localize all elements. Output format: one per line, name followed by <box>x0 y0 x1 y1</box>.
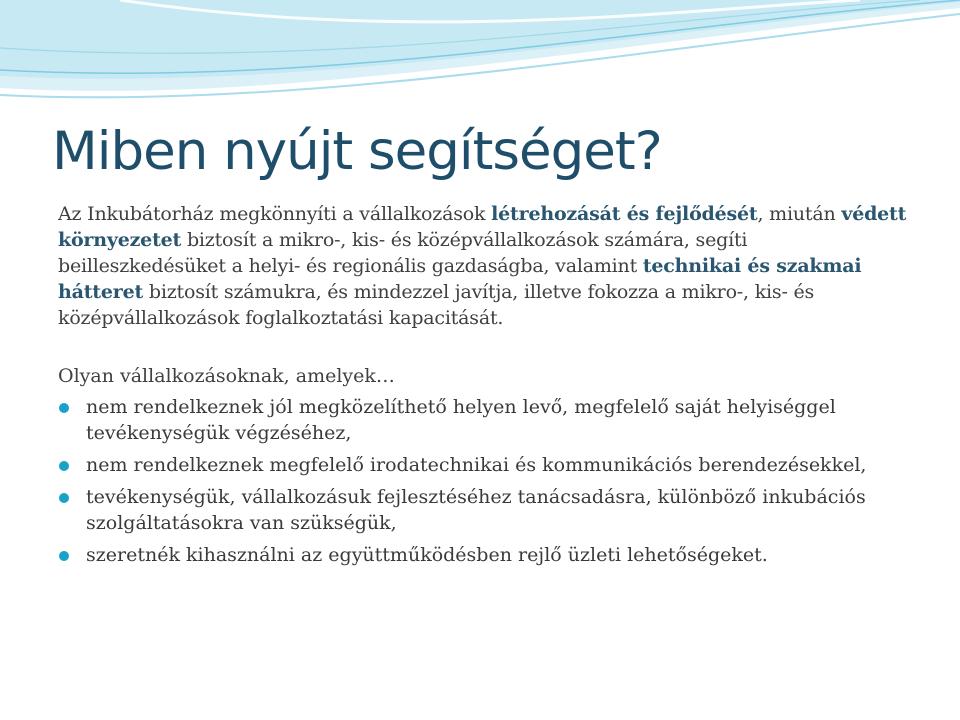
list-item-text: nem rendelkeznek jól megközelíthető helyen levő, megfelelő saját helyiséggel tevékenységük végzéséhez, <box>86 396 836 444</box>
intro-text: , miután <box>757 203 842 225</box>
bullet-dot-icon <box>59 493 69 503</box>
bullet-dot-icon <box>59 551 69 561</box>
list-item <box>58 452 918 478</box>
bullet-dot-icon <box>59 461 69 471</box>
intro-text: biztosít a mikro-, kis- és középvállalkozások számára, segíti beilleszkedésüket a helyi- és regionális gazdaságba, valamint <box>58 229 748 277</box>
bullet-list <box>58 394 918 568</box>
bullet-lead-text: Olyan vállalkozásoknak, amelyek… <box>58 365 395 387</box>
intro-text: biztosít számukra, és mindezzel javítja, illetve fokozza a mikro-, kis- és középvállalkozások foglalkoztatási kapacitását. <box>58 281 815 329</box>
intro-highlight: védett környezetet <box>58 203 907 251</box>
list-item <box>58 542 918 568</box>
intro-paragraph <box>58 201 918 331</box>
bullet-dot-icon <box>59 403 69 413</box>
header-wave-decoration <box>0 0 960 110</box>
list-item <box>58 484 918 536</box>
slide-title: Miben nyújt segítséget? <box>52 121 662 182</box>
list-item-text: tevékenységük, vállalkozásuk fejlesztéséhez tanácsadásra, különböző inkubációs szolgáltatásokra van szükségük, <box>86 486 866 534</box>
intro-highlight: létrehozását és fejlődését <box>491 203 758 225</box>
intro-highlight: technikai és szakmai hátteret <box>58 255 862 303</box>
list-item-text: szeretnék kihasználni az együttműködésben rejlő üzleti lehetőségeket. <box>86 544 768 566</box>
intro-text: Az Inkubátorház megkönnyíti a vállalkozások <box>58 203 492 225</box>
list-item <box>58 394 918 446</box>
slide-content <box>58 201 918 574</box>
list-item-text: nem rendelkeznek megfelelő irodatechnikai és kommunikációs berendezésekkel, <box>86 454 867 476</box>
